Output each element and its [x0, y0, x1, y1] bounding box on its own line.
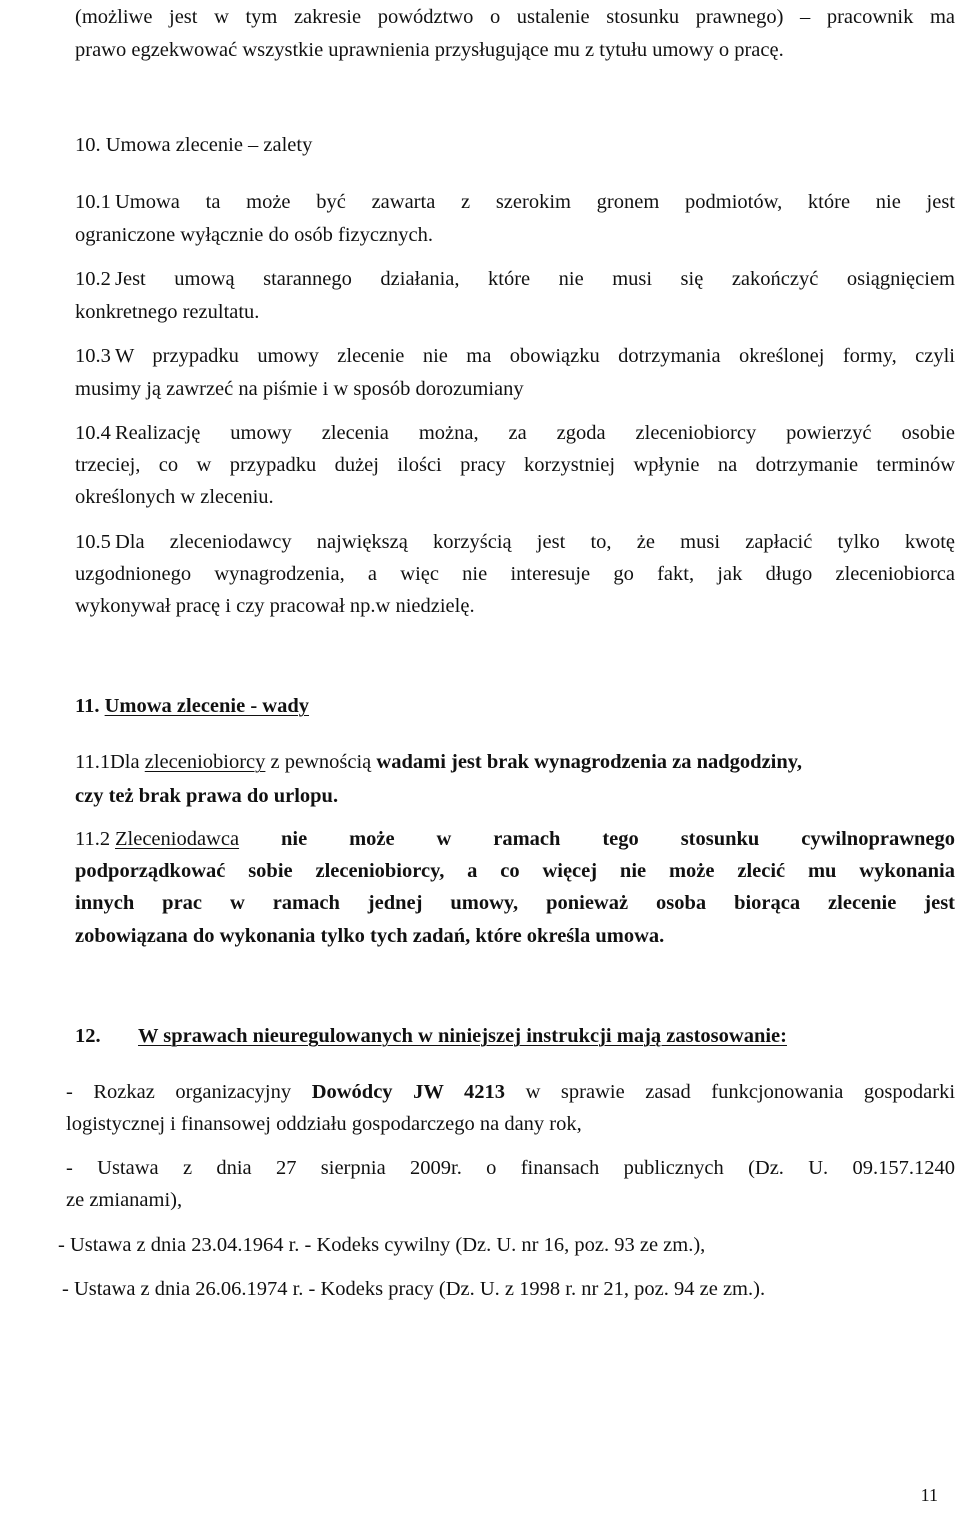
item-10-2-number: 10.2 [75, 268, 111, 290]
item-11-2-line-2: podporządkować sobie zleceniobiorcy, a co więcej nie może zlecić mu wykonania [75, 860, 955, 882]
ref-1-bold: Dowódcy JW 4213 [311, 1081, 506, 1103]
item-11-1-line-2: czy też brak prawa do urlopu. [75, 785, 339, 807]
item-10-3-line-2: musimy ją zawrzeć na piśmie i w sposób dorozumiany [75, 378, 524, 400]
item-11-2-line-4: zobowiązana do wykonania tylko tych zadań, które określa umowa. [75, 925, 665, 947]
item-11-1-number: 11.1 [75, 751, 111, 773]
item-11-2-line-3: innych prac w ramach jednej umowy, ponieważ osoba biorąca zlecenie jest [75, 892, 955, 914]
page-number: 11 [920, 1485, 938, 1505]
item-10-5-number: 10.5 [75, 531, 111, 553]
item-11-2-number: 11.2 [75, 828, 111, 850]
item-10-5-line-1: Dla zleceniodawcy największą korzyścią jest to, że musi zapłacić tylko kwotę [115, 531, 955, 553]
item-10-4-line-3: określonych w zleceniu. [75, 486, 274, 508]
item-11-1-bold: wadami jest brak wynagrodzenia za nadgodziny, [376, 751, 803, 773]
item-10-1-number: 10.1 [75, 191, 111, 213]
item-10-5-line-2: uzgodnionego wynagrodzenia, a więc nie interesuje go fakt, jak długo zleceniobiorca [75, 563, 955, 585]
ref-4: - Ustawa z dnia 26.06.1974 r. - Kodeks pracy (Dz. U. z 1998 r. nr 21, poz. 94 ze zm.). [62, 1278, 766, 1300]
item-10-1-line-2: ograniczone wyłącznie do osób fizycznych. [75, 224, 434, 246]
item-10-3-number: 10.3 [75, 345, 111, 367]
item-11-2-bold: nie może w ramach tego stosunku cywilnoprawnego [280, 828, 956, 850]
item-10-4-line-1: Realizację umowy zlecenia można, za zgoda zleceniobiorcy powierzyć osobie [115, 422, 955, 444]
section-11-heading [75, 694, 309, 718]
item-11-1-word-zleceniobiorcy: zleceniobiorcy [144, 751, 266, 773]
item-10-3-line-1: W przypadku umowy zlecenie nie ma obowiązku dotrzymania określonej formy, czyli [115, 345, 955, 367]
item-11-2-line-1 [115, 827, 955, 851]
item-10-4-line-2: trzeciej, co w przypadku dużej ilości pracy korzystniej wpłynie na dotrzymanie terminów [75, 454, 955, 476]
item-11-1-line-1 [110, 750, 802, 774]
ref-1-pre: - Rozkaz organizacyjny [66, 1081, 292, 1103]
item-11-1-word-dla: Dla [110, 751, 140, 773]
section-12-heading: W sprawach nieuregulowanych w niniejszej instrukcji mają zastosowanie: [138, 1025, 787, 1047]
intro-line-2: prawo egzekwować wszystkie uprawnienia przysługujące mu z tytułu umowy o pracę. [75, 39, 784, 61]
ref-3: - Ustawa z dnia 23.04.1964 r. - Kodeks cywilny (Dz. U. nr 16, poz. 93 ze zm.), [58, 1234, 706, 1256]
section-11-title: Umowa zlecenie - wady [104, 695, 310, 717]
item-10-4-number: 10.4 [75, 422, 111, 444]
ref-1-line-1 [66, 1080, 955, 1104]
item-10-1-line-1: Umowa ta może być zawarta z szerokim gronem podmiotów, które nie jest [115, 191, 955, 213]
item-10-2-line-2: konkretnego rezultatu. [75, 301, 260, 323]
item-11-2-word-zleceniodawca: Zleceniodawca [115, 828, 240, 850]
ref-2-line-1: - Ustawa z dnia 27 sierpnia 2009r. o finansach publicznych (Dz. U. 09.157.1240 [66, 1157, 955, 1179]
section-11-number: 11. [75, 695, 100, 717]
ref-1-post: w sprawie zasad funkcjonowania gospodarki [525, 1081, 956, 1103]
section-12-number: 12. [75, 1025, 101, 1047]
ref-1-line-2: logistycznej i finansowej oddziału gospodarczego na dany rok, [66, 1113, 582, 1135]
item-10-2-line-1: Jest umową starannego działania, które nie musi się zakończyć osiągnięciem [115, 268, 955, 290]
item-10-5-line-3: wykonywał pracę i czy pracował np.w niedzielę. [75, 595, 475, 617]
intro-line-1: (możliwe jest w tym zakresie powództwo o ustalenie stosunku prawnego) – pracownik ma [75, 6, 955, 28]
ref-2-line-2: ze zmianami), [66, 1189, 183, 1211]
section-10-heading: 10. Umowa zlecenie – zalety [75, 134, 313, 156]
item-11-1-plain: z pewnością [270, 751, 372, 773]
